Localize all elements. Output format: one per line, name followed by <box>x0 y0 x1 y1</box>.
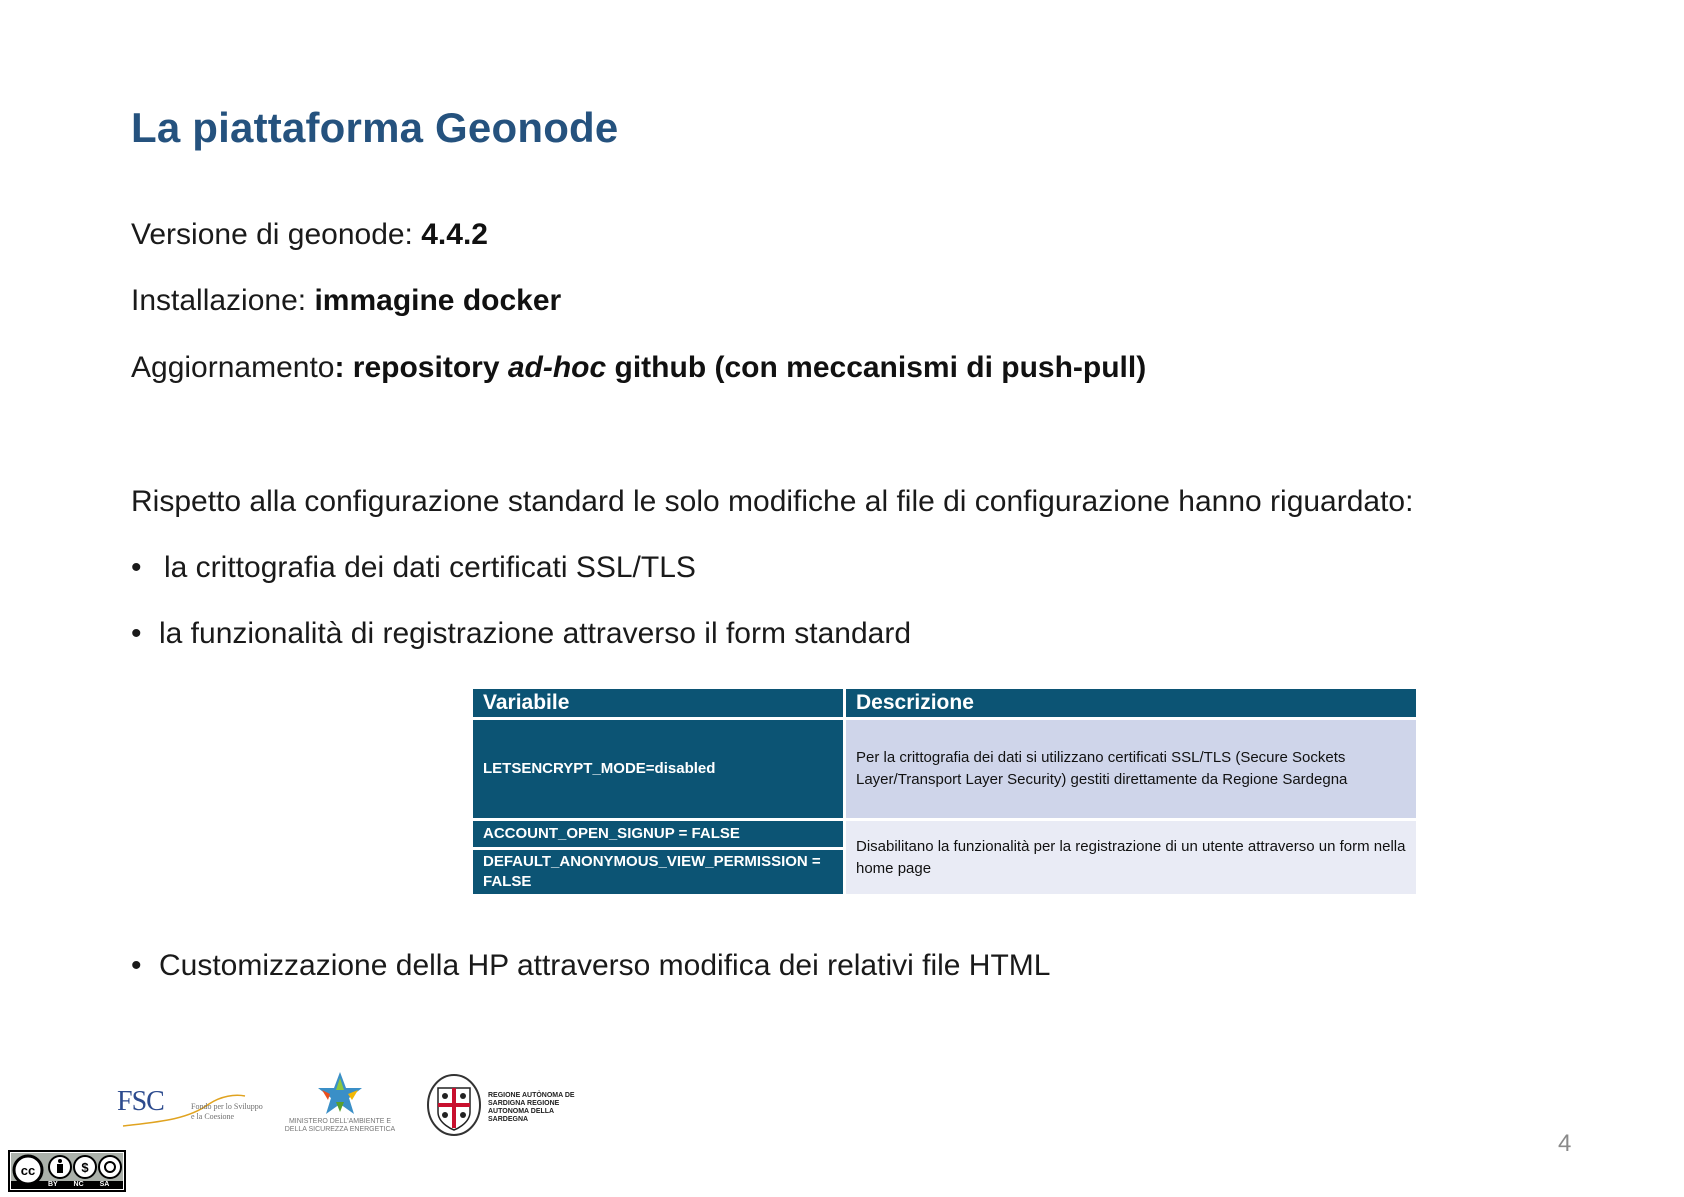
table-header-row <box>472 689 1418 719</box>
header-variabile: Variabile <box>472 689 845 719</box>
cc-license-text: BY NC SA <box>48 1181 110 1188</box>
install-line <box>131 284 561 318</box>
svg-text:$: $ <box>81 1160 89 1175</box>
update-line <box>131 351 1146 385</box>
ministry-text: MINISTERO DELL'AMBIENTE E DELLA SICUREZZA ENERGETICA <box>284 1118 396 1133</box>
region-logo <box>424 1072 584 1140</box>
table-row <box>472 719 1418 820</box>
bullet-text: Customizzazione della HP attraverso modifica dei relativi file HTML <box>159 949 1051 982</box>
slide-title: La piattaforma Geonode <box>131 104 619 151</box>
update-value-2: github (con meccanismi di push-pull) <box>606 351 1147 384</box>
update-label: Aggiornamento <box>131 351 335 384</box>
install-value: immagine docker <box>314 284 562 317</box>
config-table <box>470 689 1419 897</box>
version-line <box>131 218 488 252</box>
region-text: REGIONE AUTÒNOMA DE SARDIGNA REGIONE AUTONOMA DELLA SARDEGNA <box>488 1092 575 1123</box>
update-value-1: : repository <box>334 351 508 384</box>
bullet-item <box>131 551 696 585</box>
update-value-italic: ad-hoc <box>507 351 607 384</box>
bullet-text: la crittografia dei dati certificati SSL/TLS <box>164 551 696 584</box>
fsc-logo <box>117 1082 267 1134</box>
version-label: Versione di geonode: <box>131 218 422 251</box>
fsc-subtitle: Fondo per lo Sviluppo e la Coesione <box>191 1102 263 1121</box>
bullet-item <box>131 949 1050 983</box>
variable-cell: ACCOUNT_OPEN_SIGNUP = FALSE <box>472 820 845 849</box>
description-cell: Per la crittografia dei dati si utilizzano certificati SSL/TLS (Secure Sockets Layer/Transport Layer Security) gestiti direttamente da Regione Sardegna <box>845 719 1418 820</box>
variable-cell: DEFAULT_ANONYMOUS_VIEW_PERMISSION = FALSE <box>472 849 845 896</box>
bullet-icon: • <box>131 949 142 982</box>
table-row <box>472 820 1418 849</box>
bullet-icon: • <box>131 617 142 650</box>
variable-cell: LETSENCRYPT_MODE=disabled <box>472 719 845 820</box>
fsc-logo-text: FSC <box>117 1086 164 1117</box>
svg-text:cc: cc <box>20 1163 36 1178</box>
bullet-icon: • <box>131 551 142 584</box>
page-number: 4 <box>1558 1130 1572 1157</box>
description-cell: Disabilitano la funzionalità per la registrazione di un utente attraverso un form nella home page <box>845 820 1418 896</box>
version-value: 4.4.2 <box>421 218 488 251</box>
ministry-star-icon <box>278 1068 402 1118</box>
header-descrizione: Descrizione <box>845 689 1418 719</box>
cc-license-badge <box>8 1150 126 1192</box>
bullet-text: la funzionalità di registrazione attraverso il form standard <box>159 617 912 650</box>
bullet-item <box>131 617 911 651</box>
ministry-logo <box>278 1068 402 1138</box>
intro-text: Rispetto alla configurazione standard le solo modifiche al file di configurazione hanno riguardato: <box>131 485 1414 518</box>
install-label: Installazione: <box>131 284 315 317</box>
region-crest-icon <box>424 1072 484 1138</box>
